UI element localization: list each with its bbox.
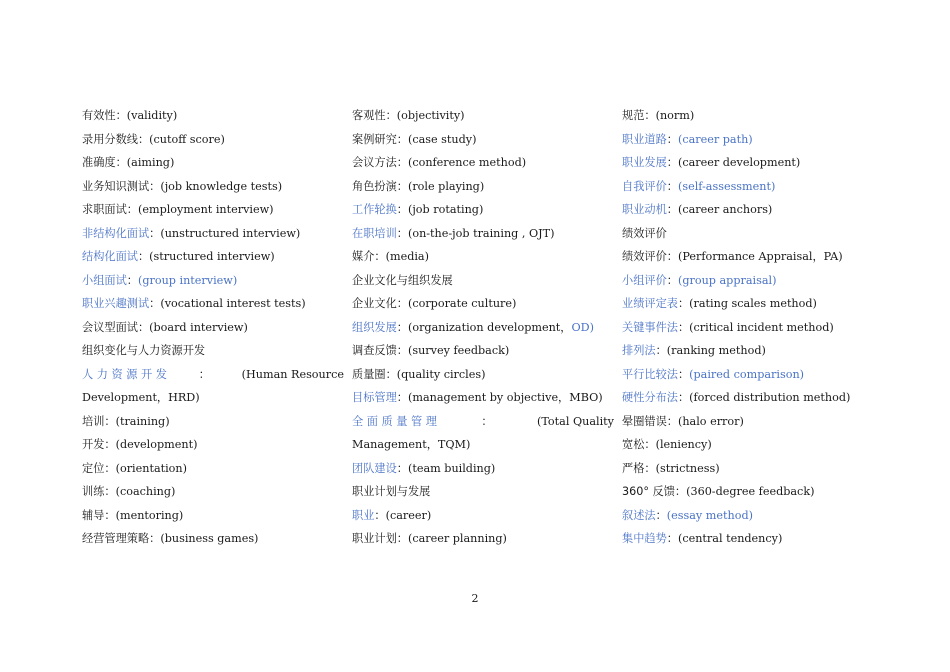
term-colon: ： xyxy=(385,109,397,122)
term-entry xyxy=(82,222,344,246)
term-en: (board interview) xyxy=(149,320,248,334)
term-entry xyxy=(622,151,884,175)
term-cn: 职业动机 xyxy=(622,203,667,216)
term-line-1 xyxy=(352,410,614,434)
term-colon: ： xyxy=(149,226,161,240)
term-en: (360-degree feedback) xyxy=(686,485,815,498)
term-cn: 叙述法 xyxy=(622,508,656,522)
column-3 xyxy=(622,104,884,551)
term-colon: ： xyxy=(396,344,408,357)
term-colon: ： xyxy=(198,367,210,381)
term-en: (corporate culture) xyxy=(407,297,517,310)
term-cn: 硬性分布法 xyxy=(622,391,678,404)
term-en: (Performance Appraisal，PA) xyxy=(677,250,843,263)
term-entry xyxy=(352,175,614,199)
term-colon: ： xyxy=(674,485,687,498)
term-entry xyxy=(622,480,884,504)
term-colon: ： xyxy=(137,132,150,146)
term-cn: 排列法 xyxy=(622,344,656,357)
term-colon: ： xyxy=(666,532,678,545)
term-entry xyxy=(82,104,344,128)
term-entry xyxy=(622,128,884,152)
term-en: (aiming) xyxy=(126,156,175,169)
term-entry xyxy=(352,339,614,363)
term-entry xyxy=(352,457,614,481)
term-en: (norm) xyxy=(655,109,695,122)
term-en: (organization development， xyxy=(407,320,572,334)
term-entry xyxy=(622,433,884,457)
term-cn: 会议方法 xyxy=(352,156,397,169)
term-colon: ： xyxy=(115,156,127,169)
term-colon: ： xyxy=(644,438,656,451)
term-colon: ： xyxy=(666,132,678,146)
term-entry xyxy=(82,175,344,199)
term-entry-wrapped xyxy=(82,363,344,410)
term-entry-wrapped xyxy=(352,410,614,457)
term-entry xyxy=(622,504,884,528)
term-colon: ： xyxy=(396,320,408,334)
term-colon: ： xyxy=(385,367,397,381)
term-en: (vocational interest tests) xyxy=(160,297,306,310)
term-line-2: Management，TQM) xyxy=(352,438,471,451)
term-cn: 自我评价 xyxy=(622,179,667,193)
term-colon: ： xyxy=(666,250,678,263)
term-cn: 职业道路 xyxy=(622,132,667,146)
term-cn: 规范 xyxy=(622,109,645,122)
term-entry xyxy=(82,245,344,269)
term-en: (forced distribution method) xyxy=(689,391,851,404)
term-en: (team building) xyxy=(407,461,496,475)
term-cn: 组织发展 xyxy=(352,320,397,334)
term-cn: 严格 xyxy=(622,461,645,475)
term-colon: ： xyxy=(644,109,656,122)
term-cn: 小组评价 xyxy=(622,273,667,287)
term-entry xyxy=(622,245,884,269)
column-1 xyxy=(82,104,344,551)
term-entry xyxy=(82,269,344,293)
term-cn: 职业计划 xyxy=(352,532,397,545)
term-colon: ： xyxy=(149,532,161,545)
term-colon: ： xyxy=(666,156,678,169)
term-entry xyxy=(82,457,344,481)
term-entry xyxy=(352,386,614,410)
term-en: (job rotating) xyxy=(407,203,484,216)
term-en: (ranking method) xyxy=(666,344,766,357)
term-colon: ： xyxy=(396,179,408,193)
term-cn: 有效性 xyxy=(82,109,116,122)
term-cn: 职业 xyxy=(352,508,375,522)
term-cn: 结构化面试 xyxy=(82,250,138,263)
term-en: (management by objective，MBO) xyxy=(407,391,603,404)
term-colon: ： xyxy=(137,250,150,263)
term-en: (career anchors) xyxy=(677,203,773,216)
term-cn: 企业文化 xyxy=(352,297,397,310)
term-colon: ： xyxy=(396,532,408,545)
section-heading: 组织变化与人力资源开发 xyxy=(82,344,206,357)
term-en: (training) xyxy=(115,414,170,428)
term-cn: 质量圈 xyxy=(352,367,386,381)
term-cn: 工作轮换 xyxy=(352,203,397,216)
term-en: (critical incident method) xyxy=(689,320,834,334)
term-colon: ： xyxy=(396,203,408,216)
term-colon: ： xyxy=(396,156,408,169)
term-entry xyxy=(82,480,344,504)
term-cn: 宽松 xyxy=(622,438,645,451)
term-en: (case study) xyxy=(407,132,477,146)
term-colon: ： xyxy=(655,508,667,522)
term-entry xyxy=(622,198,884,222)
term-en: (cutoff score) xyxy=(149,132,225,146)
term-entry xyxy=(352,151,614,175)
term-colon: ： xyxy=(149,179,161,193)
term-colon: ： xyxy=(374,250,386,263)
term-entry xyxy=(82,151,344,175)
term-entry xyxy=(82,316,344,340)
term-entry xyxy=(622,316,884,340)
section-heading: 企业文化与组织发展 xyxy=(352,273,453,287)
term-en: (Total Quality xyxy=(536,414,614,428)
term-en: (paired comparison) xyxy=(689,367,805,381)
term-entry xyxy=(622,339,884,363)
column-2 xyxy=(352,104,614,551)
term-colon: ： xyxy=(666,179,678,193)
term-cn: 案例研究 xyxy=(352,132,397,146)
term-colon: ： xyxy=(396,226,408,240)
term-cn: 辅导 xyxy=(82,508,105,522)
term-entry xyxy=(82,410,344,434)
term-colon: ： xyxy=(396,461,408,475)
term-cn: 求职面试 xyxy=(82,203,127,216)
term-colon: ： xyxy=(374,508,386,522)
term-cn: 360° 反馈 xyxy=(622,485,675,498)
term-entry xyxy=(82,433,344,457)
term-colon: ： xyxy=(396,297,408,310)
term-en: (career path) xyxy=(677,132,753,146)
term-colon: ： xyxy=(666,203,678,216)
term-en: (central tendency) xyxy=(677,532,783,545)
term-en: (self-assessment) xyxy=(677,179,776,193)
term-colon: ： xyxy=(481,414,493,428)
term-en: (strictness) xyxy=(655,461,720,475)
term-cn: 定位 xyxy=(82,461,105,475)
term-entry xyxy=(82,198,344,222)
term-en: (rating scales method) xyxy=(689,297,817,310)
term-colon: ： xyxy=(126,203,138,216)
term-colon: ： xyxy=(655,344,667,357)
term-entry xyxy=(622,292,884,316)
term-cn: 经营管理策略 xyxy=(82,532,150,545)
term-cn: 晕圈错误 xyxy=(622,414,667,428)
term-en-tail: OD) xyxy=(571,320,594,334)
term-en: (role playing) xyxy=(407,179,485,193)
term-entry xyxy=(352,128,614,152)
term-entry xyxy=(622,175,884,199)
term-colon: ： xyxy=(104,414,116,428)
section-heading: 职业计划与发展 xyxy=(352,485,431,498)
term-colon: ： xyxy=(104,485,116,498)
term-cn: 人 力 资 源 开 发 xyxy=(82,367,167,381)
section-heading: 绩效评价 xyxy=(622,226,667,240)
term-cn: 培训 xyxy=(82,414,105,428)
term-entry xyxy=(622,269,884,293)
term-cn: 目标管理 xyxy=(352,391,397,404)
term-colon: ： xyxy=(149,297,161,310)
term-en: (media) xyxy=(385,250,429,263)
term-en: (group interview) xyxy=(137,273,238,287)
term-cn: 在职培训 xyxy=(352,226,397,240)
term-colon: ： xyxy=(126,273,138,287)
term-entry xyxy=(352,527,614,551)
term-en: (quality circles) xyxy=(396,367,486,381)
term-cn: 准确度 xyxy=(82,156,116,169)
term-en: (employment interview) xyxy=(137,203,274,216)
term-entry xyxy=(352,245,614,269)
term-colon: ： xyxy=(396,391,408,404)
term-en: (objectivity) xyxy=(396,109,465,122)
term-en: (essay method) xyxy=(666,508,753,522)
term-entry xyxy=(352,363,614,387)
term-entry xyxy=(352,198,614,222)
term-cn: 角色扮演 xyxy=(352,179,397,193)
term-cn: 职业发展 xyxy=(622,156,667,169)
term-en: (mentoring) xyxy=(115,508,184,522)
term-cn: 训练 xyxy=(82,485,105,498)
term-colon: ： xyxy=(677,367,690,381)
term-entry xyxy=(622,386,884,410)
term-colon: ： xyxy=(677,297,690,310)
term-cn: 录用分数线 xyxy=(82,132,138,146)
term-en: (career) xyxy=(385,508,432,522)
term-colon: ： xyxy=(396,132,408,146)
term-colon: ： xyxy=(104,508,116,522)
term-colon: ： xyxy=(137,320,150,334)
term-entry xyxy=(622,457,884,481)
term-en: (coaching) xyxy=(115,485,176,498)
term-entry xyxy=(352,316,614,340)
term-colon: ： xyxy=(104,438,116,451)
term-en: (unstructured interview) xyxy=(160,226,301,240)
term-cn: 团队建设 xyxy=(352,461,397,475)
term-en: (validity) xyxy=(126,109,178,122)
term-colon: ： xyxy=(666,273,678,287)
term-entry xyxy=(82,128,344,152)
term-entry xyxy=(352,104,614,128)
term-cn: 平行比较法 xyxy=(622,367,678,381)
term-en: (Human Resource xyxy=(241,367,344,381)
term-cn: 媒介 xyxy=(352,250,375,263)
term-colon: ： xyxy=(104,461,116,475)
term-cn: 开发 xyxy=(82,438,105,451)
term-cn: 业务知识测试 xyxy=(82,179,150,193)
term-en: (survey feedback) xyxy=(407,344,510,357)
term-colon: ： xyxy=(115,109,127,122)
term-cn: 关键事件法 xyxy=(622,320,678,334)
term-cn: 会议型面试 xyxy=(82,320,138,334)
term-cn: 全 面 质 量 管 理 xyxy=(352,414,437,428)
term-en: (on-the-job training , OJT) xyxy=(407,226,555,240)
term-cn: 非结构化面试 xyxy=(82,226,150,240)
term-en: (conference method) xyxy=(407,156,527,169)
term-entry xyxy=(622,104,884,128)
term-cn: 调查反馈 xyxy=(352,344,397,357)
term-cn: 小组面试 xyxy=(82,273,127,287)
term-colon: ： xyxy=(666,414,678,428)
term-entry xyxy=(622,363,884,387)
term-entry xyxy=(352,222,614,246)
page-number: 2 xyxy=(471,592,479,605)
term-cn: 职业兴趣测试 xyxy=(82,297,150,310)
term-line-2: Development，HRD) xyxy=(82,391,200,404)
term-en: (orientation) xyxy=(115,461,187,475)
term-entry xyxy=(622,527,884,551)
term-en: (development) xyxy=(115,438,198,451)
term-en: (structured interview) xyxy=(149,250,275,263)
term-colon: ： xyxy=(644,461,656,475)
term-entry xyxy=(82,292,344,316)
term-en: (career development) xyxy=(677,156,801,169)
term-en: (career planning) xyxy=(407,532,507,545)
term-en: (halo error) xyxy=(677,414,744,428)
term-en: (business games) xyxy=(160,532,259,545)
term-cn: 业绩评定表 xyxy=(622,297,678,310)
term-en: (group appraisal) xyxy=(677,273,777,287)
term-colon: ： xyxy=(677,391,690,404)
term-entry xyxy=(352,504,614,528)
term-cn: 绩效评价 xyxy=(622,250,667,263)
term-en: (leniency) xyxy=(655,438,712,451)
term-entry xyxy=(82,504,344,528)
term-entry xyxy=(82,527,344,551)
term-colon: ： xyxy=(677,320,690,334)
term-cn: 客观性 xyxy=(352,109,386,122)
term-entry xyxy=(352,292,614,316)
term-line-1 xyxy=(82,363,344,387)
term-en: (job knowledge tests) xyxy=(160,179,283,193)
term-entry xyxy=(622,410,884,434)
term-cn: 集中趋势 xyxy=(622,532,667,545)
